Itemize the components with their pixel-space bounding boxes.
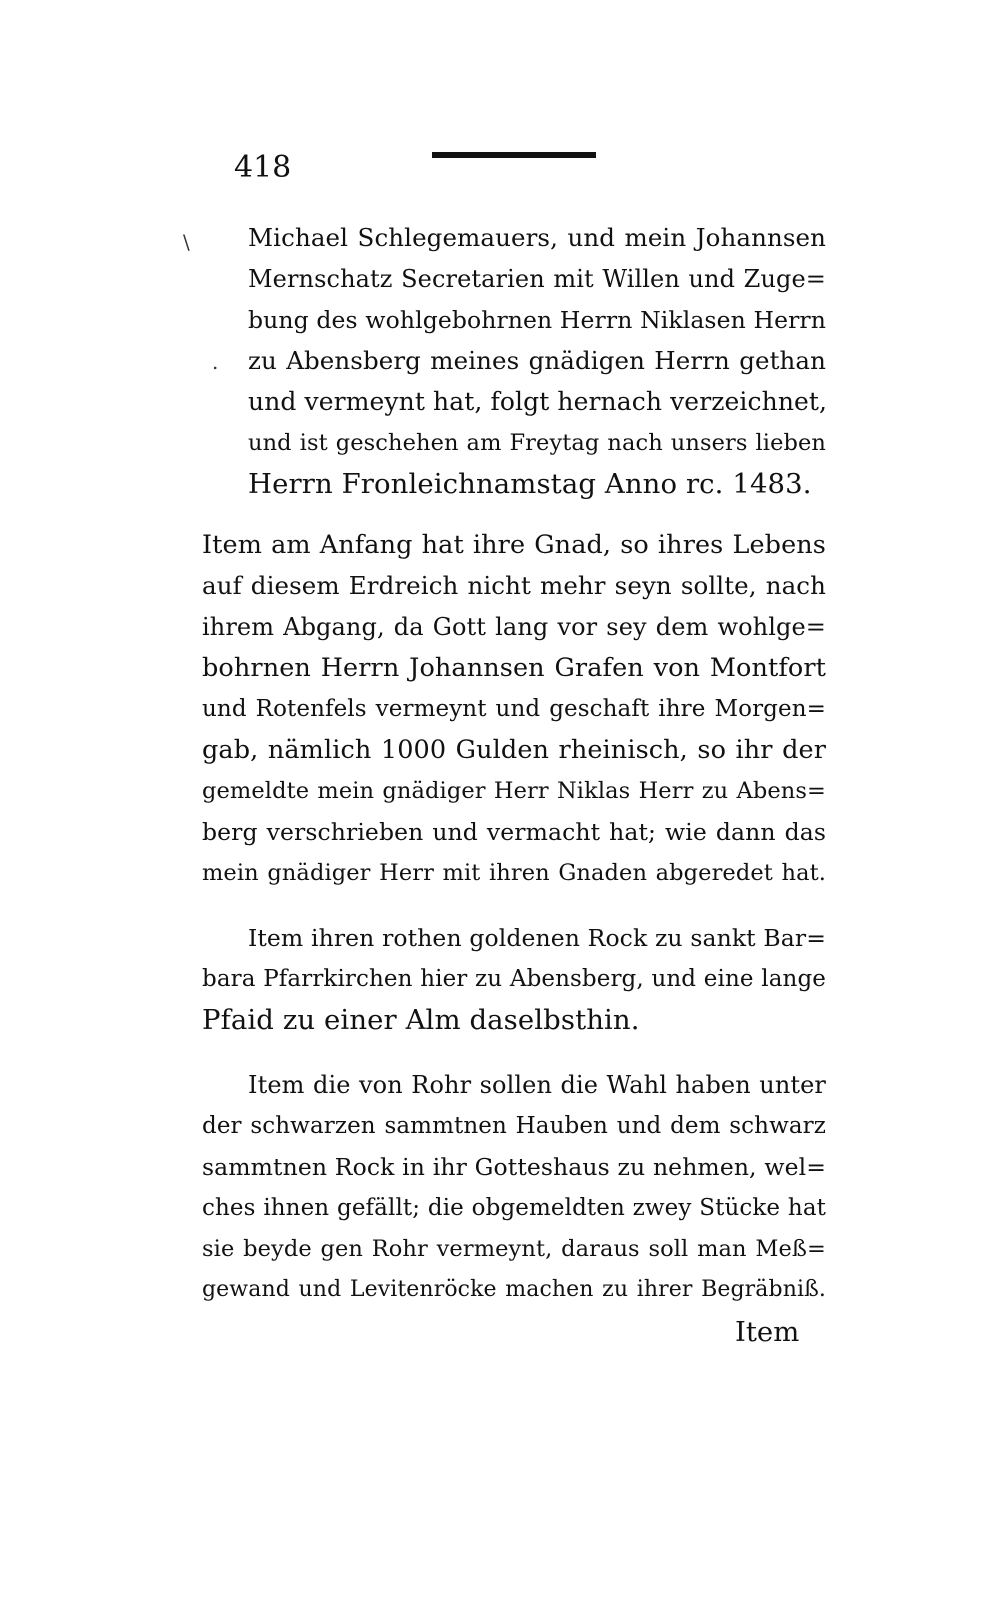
text-line: Item ihren rothen goldenen Rock zu sankt Bar=	[248, 924, 826, 952]
text-line: bung des wohlgebohrnen Herrn Niklasen Herrn	[248, 306, 826, 334]
margin-mark: \	[183, 230, 190, 254]
text-line: mein gnädiger Herr mit ihren Gnaden abgeredet hat.	[202, 860, 826, 886]
text-line: Item die von Rohr sollen die Wahl haben unter	[248, 1071, 826, 1099]
text-line: zu Abensberg meines gnädigen Herrn gethan	[248, 346, 826, 375]
text-line: Item am Anfang hat ihre Gnad, so ihres Lebens	[202, 530, 826, 560]
text-line: der schwarzen sammtnen Hauben und dem schwarz	[202, 1113, 826, 1139]
text-line: ihrem Abgang, da Gott lang vor sey dem wohlge=	[202, 613, 826, 641]
text-line: und Rotenfels vermeynt und geschaft ihre Morgen=	[202, 696, 826, 722]
text-line: bohrnen Herrn Johannsen Grafen von Montfort	[202, 653, 826, 683]
catchword: Item	[735, 1316, 800, 1348]
text-line: Herrn Fronleichnamstag Anno rc. 1483.	[248, 468, 812, 500]
text-line: Mernschatz Secretarien mit Willen und Zuge=	[248, 265, 826, 293]
text-line: sammtnen Rock in ihr Gotteshaus zu nehmen, wel=	[202, 1153, 826, 1181]
text-line: berg verschrieben und vermacht hat; wie dann das	[202, 818, 826, 846]
margin-dot: .	[212, 350, 219, 374]
text-line: und vermeynt hat, folgt hernach verzeichnet,	[248, 387, 828, 416]
page-number: 418	[234, 150, 292, 185]
text-line: Pfaid zu einer Alm daselbsthin.	[202, 1004, 640, 1036]
text-line: Michael Schlegemauers, und mein Johannsen	[248, 223, 826, 252]
text-line: und ist geschehen am Freytag nach unsers lieben	[248, 430, 826, 456]
text-line: sie beyde gen Rohr vermeynt, daraus soll man Meß=	[202, 1236, 826, 1262]
text-line: auf diesem Erdreich nicht mehr seyn sollte, nach	[202, 571, 826, 600]
text-line: bara Pfarrkirchen hier zu Abensberg, und eine lange	[202, 966, 826, 992]
text-line: gab, nämlich 1000 Gulden rheinisch, so ihr der	[202, 735, 826, 765]
text-line: gemeldte mein gnädiger Herr Niklas Herr zu Abens=	[202, 778, 826, 804]
text-line: gewand und Levitenröcke machen zu ihrer Begräbniß.	[202, 1277, 826, 1302]
header-rule	[432, 152, 596, 158]
text-line: ches ihnen gefällt; die obgemeldten zwey Stücke hat	[202, 1195, 826, 1221]
